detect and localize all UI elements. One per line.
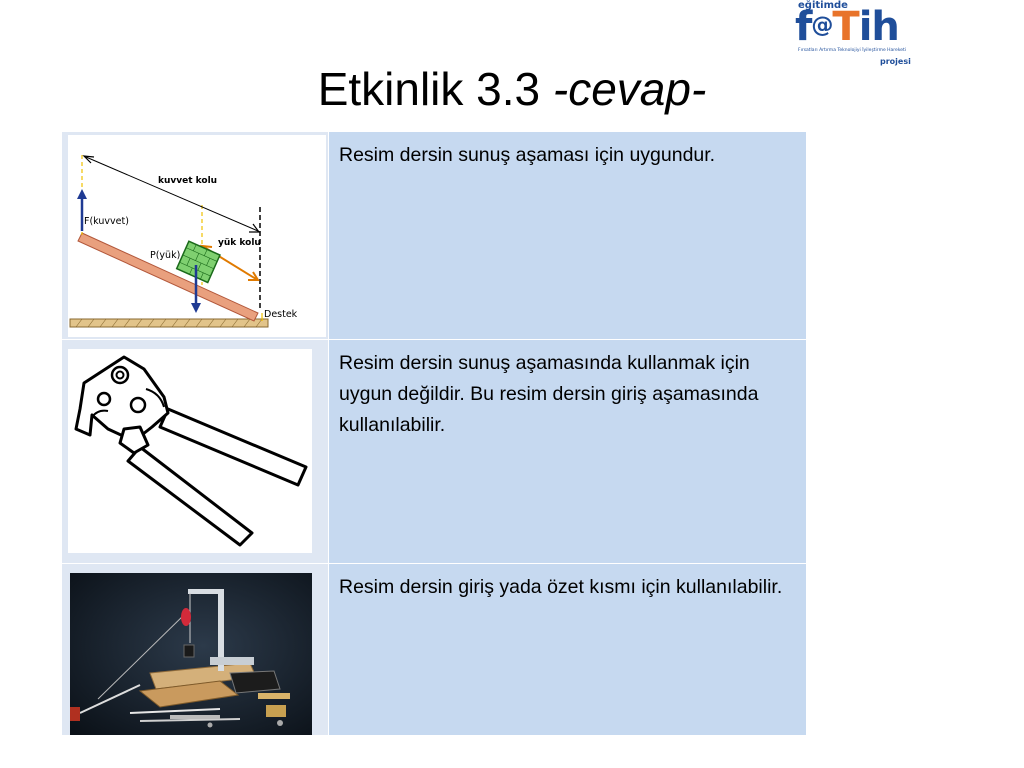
kuvvet-kolu-label: kuvvet kolu — [158, 176, 218, 186]
row-text: Resim dersin giriş yada özet kısmı için kullanılabilir. — [339, 576, 783, 598]
logo-wordmark: f@Tih — [795, 4, 899, 50]
table-row — [62, 132, 807, 340]
logo-fine-text: Fırsatları Artırma Teknolojiyi İyileştirme Hareketi — [798, 48, 907, 53]
text-cell — [329, 564, 807, 736]
title-main: Etkinlik 3.3 — [317, 63, 553, 115]
p-yuk-label: P(yük) — [150, 250, 181, 261]
image-cell — [62, 340, 329, 564]
destek-label: Destek — [264, 309, 298, 320]
title-italic: -cevap- — [552, 63, 707, 115]
logo-bottom-text: projesi — [880, 57, 911, 66]
rivet-pliers-image — [68, 349, 312, 553]
fatih-logo — [792, 0, 916, 70]
image-cell — [62, 564, 329, 736]
yuk-kolu-label: yük kolu — [218, 238, 261, 248]
table-row — [62, 340, 807, 564]
activity-table — [61, 131, 807, 736]
slide-title — [0, 62, 1024, 116]
text-cell — [329, 340, 807, 564]
f-kuvvet-label: F(kuvvet) — [84, 216, 129, 227]
row-text: Resim dersin sunuş aşaması için uygundur. — [339, 144, 716, 166]
table-row — [62, 564, 807, 736]
row-text: Resim dersin sunuş aşamasında kullanmak için uygun değildir. Bu resim dersin giriş aşamasında kullanılabilir. — [339, 352, 759, 436]
lever-kit-photo — [70, 573, 312, 735]
lever-diagram-image — [68, 135, 326, 337]
logo-top-text: eğitimde — [798, 0, 848, 11]
text-cell — [329, 132, 807, 340]
image-cell — [62, 132, 329, 340]
